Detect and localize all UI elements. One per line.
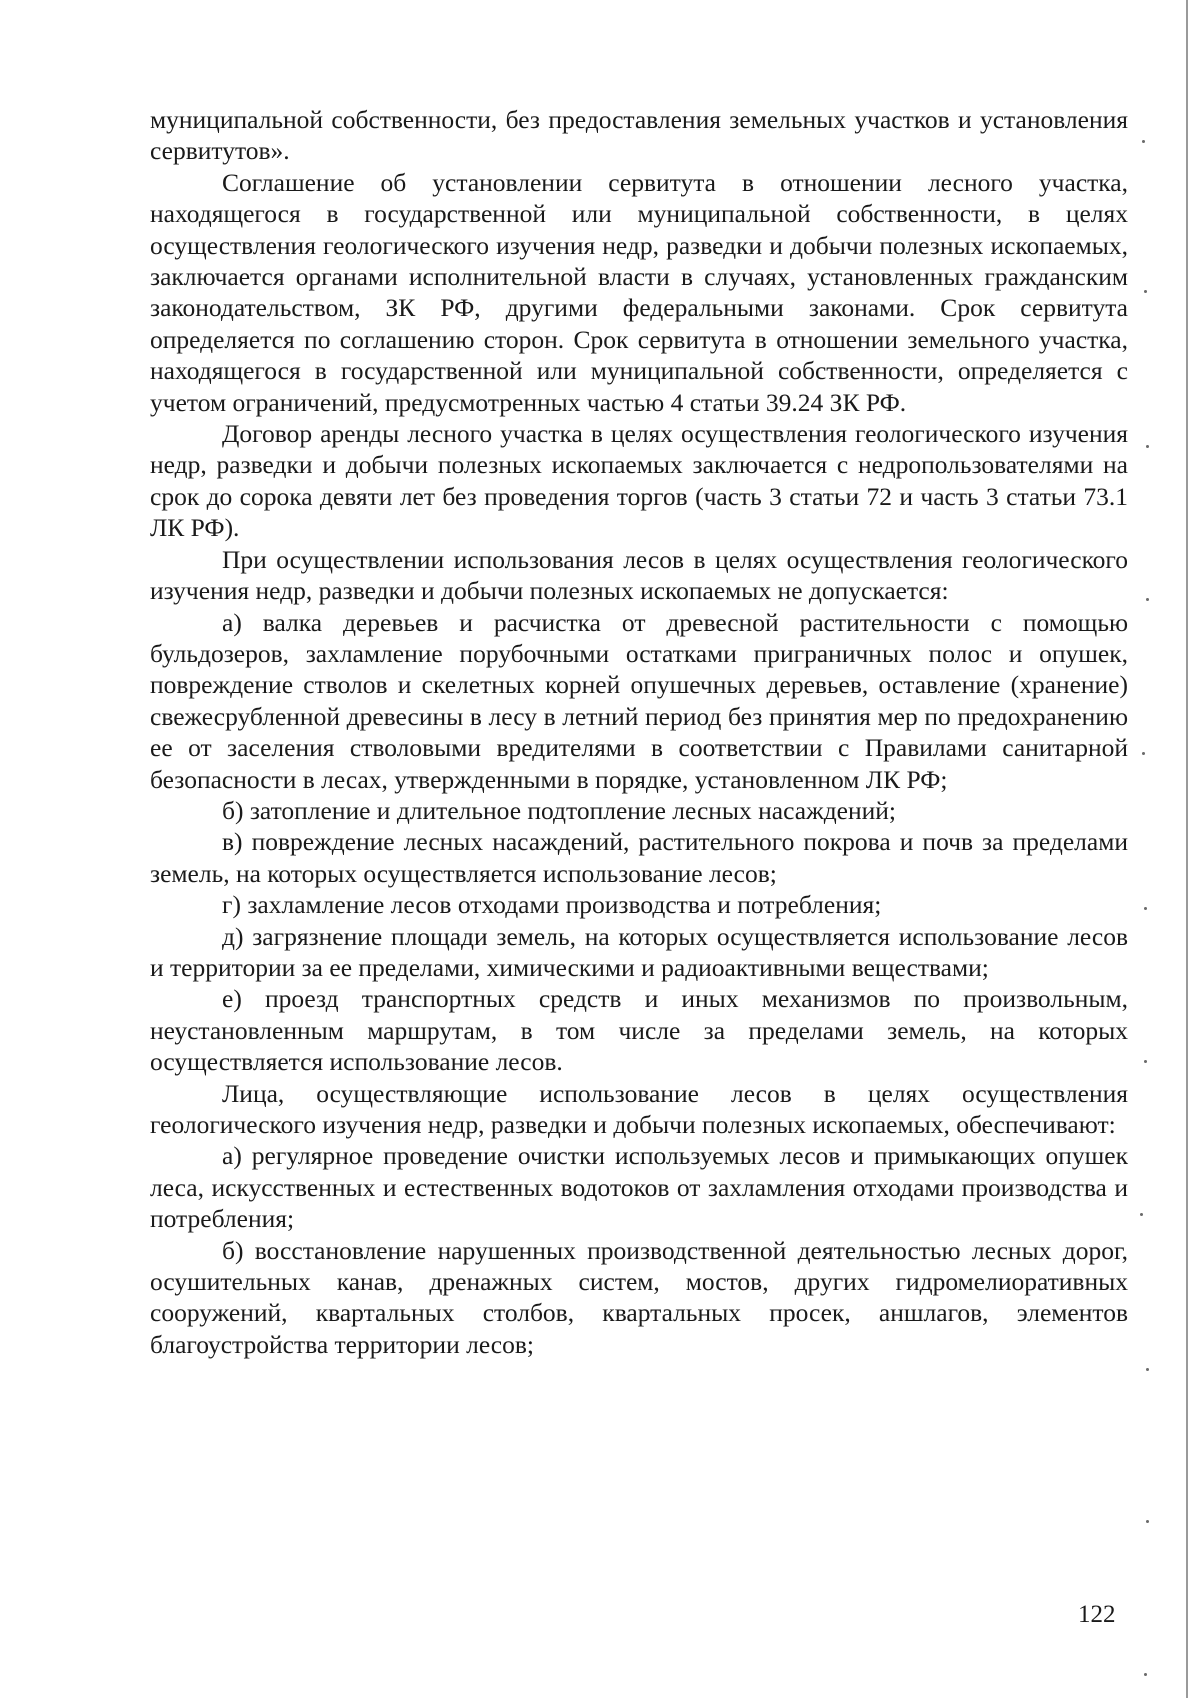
scan-speck (1144, 1673, 1147, 1676)
list-item-prohibition-g: г) захламление лесов отходами производства и потребления; (222, 890, 882, 920)
list-item-prohibition-d: д) загрязнение площади земель, на которых осуществляется использование лесов и территории за ее пределами, химическими и радиоактивными веществами; (150, 921, 1128, 982)
paragraph-prohibitions-intro: При осуществлении использования лесов в целях осуществления геологического изучения недр, разведки и добычи полезных ископаемых не допускается: (150, 544, 1128, 606)
page-number: 122 (1078, 1601, 1116, 1628)
list-item-prohibition-v: в) повреждение лесных насаждений, растительного покрова и почв за пределами земель, на которых осуществляется использование лесов; (150, 827, 1128, 888)
paragraph-obligations-intro: Лица, осуществляющие использование лесов в целях осуществления геологического изучения недр, разведки и добычи полезных ископаемых, обеспечивают: (150, 1078, 1128, 1139)
scan-speck (1146, 598, 1149, 601)
list-item-prohibition-a: а) валка деревьев и расчистка от древесной растительности с помощью бульдозеров, захламление порубочными остатками приграничных полос и опушек, повреждение стволов и скелетных корней опушечных деревьев, оставление (хранение) свежесрубленной древесины в лесу в летний период без принятия мер по предохранению ее от заселения стволовыми вредителями в соответствии с Правилами санитарной безопасности в лесах, утвержденными в порядке, установленном ЛК РФ; (150, 607, 1128, 794)
list-item-prohibition-e: е) проезд транспортных средств и иных механизмов по произвольным, неустановленным маршрутам, в том числе за пределами земель, на которых осуществляется использование лесов. (150, 984, 1128, 1077)
list-item-obligation-a: а) регулярное проведение очистки используемых лесов и примыкающих опушек леса, искусственных и естественных водотоков от захламления отходами производства и потребления; (150, 1141, 1128, 1234)
scan-speck (1144, 907, 1147, 910)
scan-speck (1144, 290, 1147, 293)
paragraph-lease-agreement: Договор аренды лесного участка в целях осуществления геологического изучения недр, разведки и добычи полезных ископаемых заключается с недропользователями на срок до сорока девяти лет без проведения торгов (часть 3 статьи 72 и часть 3 статьи 73.1 ЛК РФ). (150, 419, 1128, 543)
paragraph-servitude-agreement: Соглашение об установлении сервитута в отношении лесного участка, находящегося в государственной или муниципальной собственности, в целях осуществления геологического изучения недр, разведки и добычи полезных ископаемых, заключается органами исполнительной власти в случаях, установленных гражданским законодательством, ЗК РФ, другими федеральными законами. Срок сервитута определяется по соглашению сторон. Срок сервитута в отношении земельного участка, находящегося в государственной или муниципальной собственности, определяется с учетом ограничений, предусмотренных частью 4 статьи 39.24 ЗК РФ. (150, 167, 1128, 417)
scan-speck (1142, 140, 1145, 143)
paragraph-continuation: муниципальной собственности, без предоставления земельных участков и установления сервитутов». (150, 105, 1128, 166)
list-item-prohibition-b: б) затопление и длительное подтопление лесных насаждений; (222, 795, 897, 825)
list-item-obligation-b: б) восстановление нарушенных производственной деятельностью лесных дорог, осушительных канав, дренажных систем, мостов, других гидромелиоративных сооружений, квартальных столбов, квартальных просек, аншлагов, элементов благоустройства территории лесов; (150, 1235, 1128, 1359)
scan-edge-line (1186, 0, 1188, 1698)
scan-speck (1146, 1520, 1149, 1523)
scan-speck (1140, 1213, 1143, 1216)
scan-speck (1146, 445, 1149, 448)
document-body (150, 104, 1128, 1360)
scan-speck (1146, 1368, 1149, 1371)
scan-speck (1142, 752, 1145, 755)
scan-speck (1144, 1060, 1147, 1063)
